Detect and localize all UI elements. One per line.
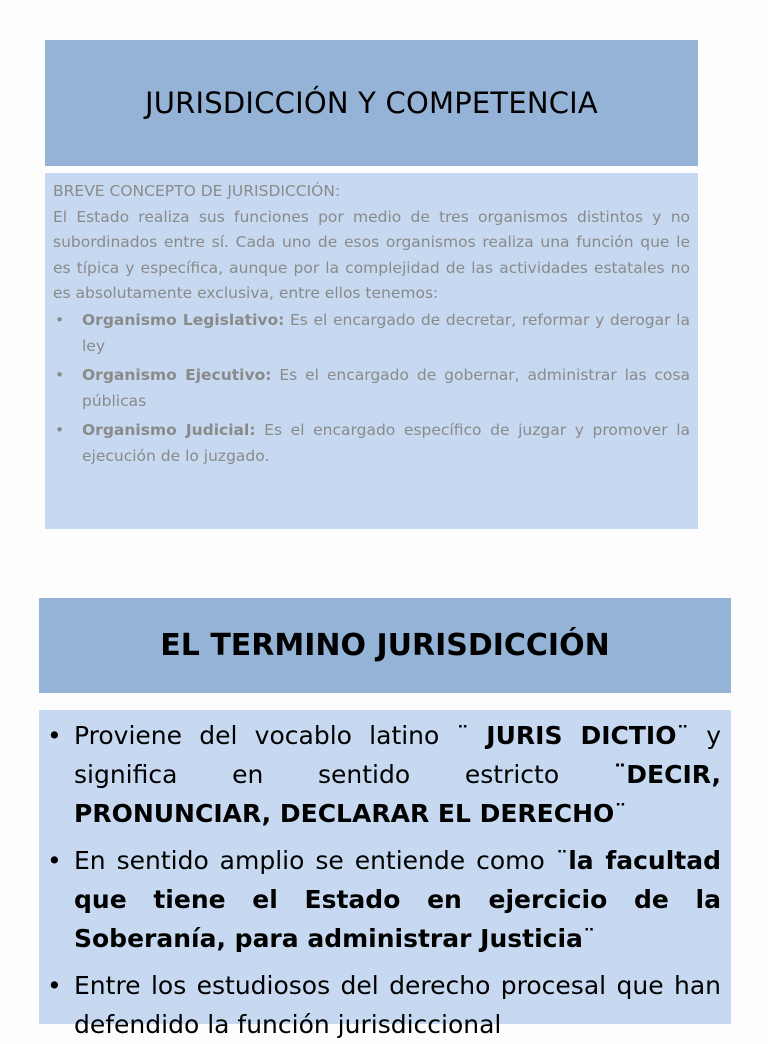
bullet-icon: • bbox=[55, 421, 65, 440]
bullet-icon: • bbox=[47, 971, 62, 1000]
item-label: Organismo Judicial: bbox=[82, 421, 256, 440]
item-text: Es el encargado de decretar, reformar y derogar la ley bbox=[82, 310, 690, 355]
bullet-icon: • bbox=[47, 721, 62, 750]
slide1-title: JURISDICCIÓN Y COMPETENCIA bbox=[145, 86, 598, 120]
slide2-title-box bbox=[39, 598, 731, 693]
item-emphasis: JURIS DICTIO bbox=[486, 721, 677, 750]
bullet-icon: • bbox=[47, 846, 62, 875]
bullet-icon: • bbox=[55, 310, 65, 329]
slide1-subtitle: BREVE CONCEPTO DE JURISDICCIÓN: bbox=[53, 182, 341, 200]
item-text: Es el encargado específico de juzgar y promover la ejecución de lo juzgado. bbox=[82, 421, 690, 465]
list-item-origen bbox=[47, 716, 721, 833]
item-emphasis: ¨DECIR, PRONUNCIAR, DECLARAR EL DERECHO bbox=[74, 760, 721, 828]
list-item-ejecutivo bbox=[53, 363, 690, 414]
item-text: ¨ y significa en sentido estricto bbox=[74, 721, 721, 789]
item-label: Organismo Legislativo: bbox=[82, 310, 285, 329]
slide1-title-box bbox=[45, 40, 698, 166]
bullet-icon: • bbox=[55, 366, 65, 385]
item-text: Es el encargado de gobernar, administrar las cosa públicas bbox=[82, 366, 690, 410]
item-text: Proviene del vocablo latino ¨ bbox=[74, 721, 487, 750]
slide2-content-box bbox=[39, 710, 731, 1039]
slide1-intro: El Estado realiza sus funciones por medio de tres organismos distintos y no subordinados entre sí. Cada uno de esos organismos realiza una función que le es típica y específica, aunque por la complejidad de las actividades estatales no es absolutamente exclusiva, entre ellos tenemos: bbox=[53, 207, 690, 303]
termino-list bbox=[47, 716, 721, 1044]
list-item-estudiosos bbox=[47, 966, 721, 1044]
list-item-legislativo bbox=[53, 308, 690, 359]
item-text: ¨ bbox=[614, 799, 627, 828]
list-item-sentido-amplio bbox=[47, 841, 721, 958]
organismos-list bbox=[53, 308, 690, 470]
slide2-title: EL TERMINO JURISDICCIÓN bbox=[160, 628, 610, 663]
item-text: Entre los estudiosos del derecho procesal que han defendido la función jurisdiccional bbox=[74, 971, 721, 1039]
slide1-content-box bbox=[45, 173, 698, 529]
item-text: ¨ bbox=[582, 924, 596, 953]
list-item-judicial bbox=[53, 418, 690, 469]
item-label: Organismo Ejecutivo: bbox=[82, 366, 272, 385]
item-emphasis: la facultad que tiene el Estado en ejercicio de la Soberanía, para administrar Justicia bbox=[74, 846, 722, 953]
item-text: En sentido amplio se entiende como ¨ bbox=[74, 846, 569, 875]
